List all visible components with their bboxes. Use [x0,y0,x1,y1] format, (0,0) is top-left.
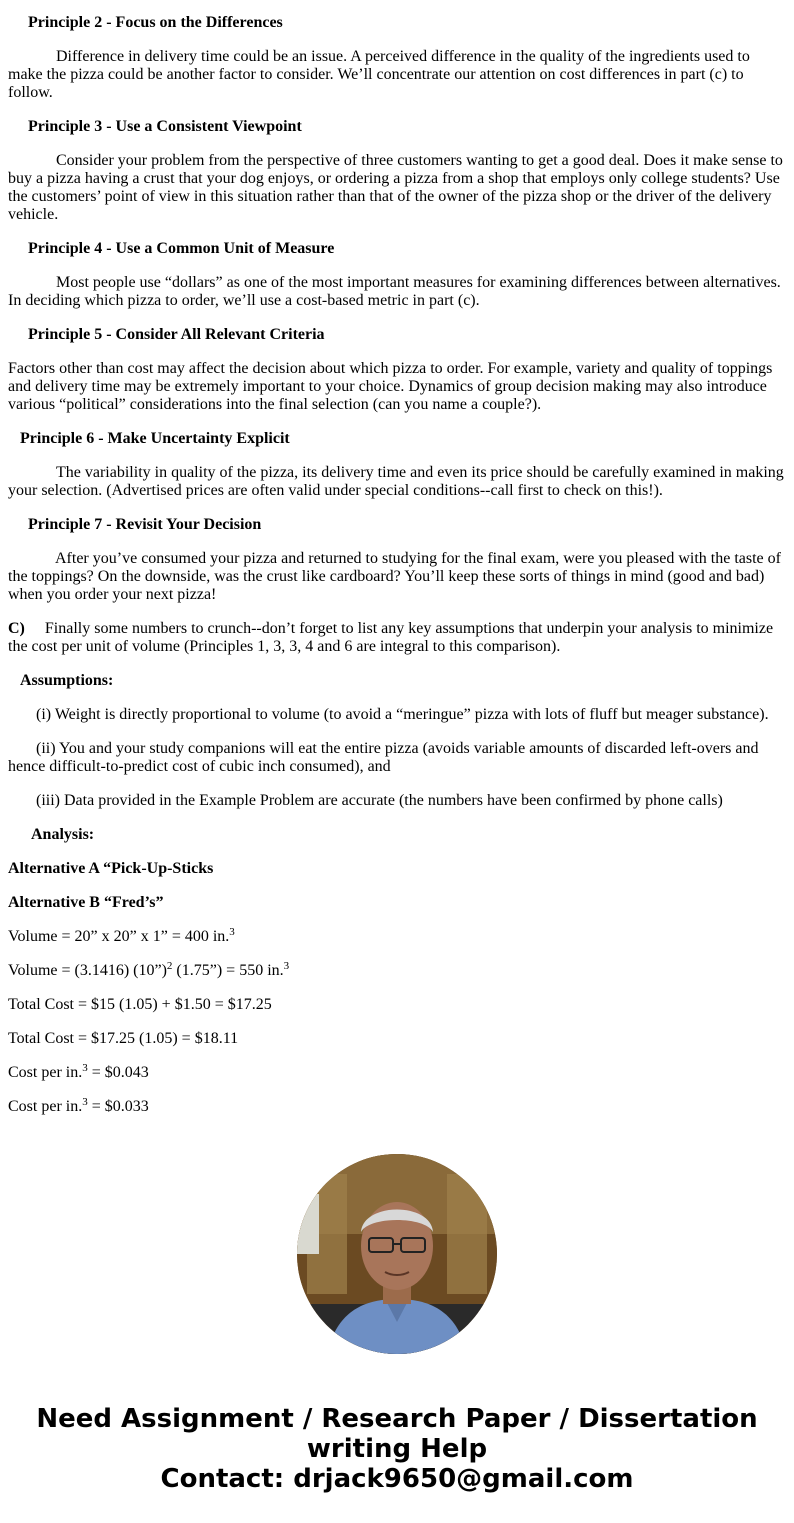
analysis-heading: Analysis: [31,826,95,843]
part-c-text: Finally some numbers to crunch--don’t forget to list any key assumptions that underpin your analysis to minimize the cost per unit of volume (Principles 1, 3, 3, 4 and 6 are integral to this comparison). [8,620,774,655]
principle-3-heading: Principle 3 - Use a Consistent Viewpoint [28,118,302,135]
total-cost-b: Total Cost = $17.25 (1.05) = $18.11 [8,1030,239,1047]
principle-5-heading: Principle 5 - Consider All Relevant Criteria [28,326,325,343]
promo-line-2: writing Help [306,1434,488,1464]
promo-text [0,1404,794,1494]
principle-4-heading: Principle 4 - Use a Common Unit of Measure [28,240,335,257]
assumptions-heading: Assumptions: [20,672,114,689]
principle-2-text: Difference in delivery time could be an issue. A perceived difference in the quality of the ingredients used to make the pizza could be another factor to consider. We’ll concentrate our attention on cost differences in part (c) to follow. [8,48,750,101]
promo-line-1: Need Assignment / Research Paper / Dissertation [36,1404,758,1434]
principle-2-heading: Principle 2 - Focus on the Differences [28,14,283,31]
assumption-2: (ii) You and your study companions will eat the entire pizza (avoids variable amounts of discarded left-overs and hence difficult-to-predict cost of cubic inch consumed), and [8,740,759,775]
principle-5-text: Factors other than cost may affect the decision about which pizza to order. For example, variety and quality of toppings and delivery time may be extremely important to your choice. Dynamics of group decision making may also introduce various “political” considerations into the final selection (can you name a couple?). [8,360,773,413]
assumption-3: (iii) Data provided in the Example Problem are accurate (the numbers have been confirmed by phone calls) [36,792,723,809]
cost-per-unit-a: Cost per in.$^3$ = $0.043 [8,1062,149,1081]
volume-b: Volume = (3.1416) (10”)$^2$ (1.75”) = 550 in.$^3$ [8,960,290,979]
principle-6-heading: Principle 6 - Make Uncertainty Explicit [20,430,290,447]
assumption-1: (i) Weight is directly proportional to volume (to avoid a “meringue” pizza with lots of fluff but meager substance). [36,706,769,723]
promo-banner [0,1122,794,1523]
volume-a: Volume = 20” x 20” x 1” = 400 in.$^3$ [8,926,235,945]
avatar [297,1154,497,1354]
portrait-image [297,1154,497,1354]
part-c-label: C) [8,620,25,637]
cost-per-unit-b: Cost per in.$^3$ = $0.033 [8,1096,149,1115]
principle-7-heading: Principle 7 - Revisit Your Decision [28,516,262,533]
promo-contact: Contact: drjack9650@gmail.com [160,1464,634,1494]
total-cost-a: Total Cost = $15 (1.05) + $1.50 = $17.25 [8,996,272,1013]
document-body [8,0,786,1122]
principle-6-text: The variability in quality of the pizza, its delivery time and even its price should be carefully examined in making your selection. (Advertised prices are often valid under special conditions--call first to check on this!). [8,464,784,499]
part-c-paragraph [8,620,786,656]
alternative-b-heading: Alternative B “Fred’s” [8,894,164,911]
principle-4-text: Most people use “dollars” as one of the most important measures for examining differences between alternatives. In deciding which pizza to order, we’ll use a cost-based metric in part (c). [8,274,781,309]
alternative-a-heading: Alternative A “Pick-Up-Sticks [8,860,214,877]
principle-3-text: Consider your problem from the perspective of three customers wanting to get a good deal. Does it make sense to buy a pizza having a crust that your dog enjoys, or ordering a pizza from a shop that employs only college students? Use the customers’ point of view in this situation rather than that of the owner of the pizza shop or the driver of the delivery vehicle. [8,152,783,223]
principle-7-text: After you’ve consumed your pizza and returned to studying for the final exam, were you pleased with the taste of the toppings? On the downside, was the crust like cardboard? You’ll keep these sorts of things in mind (good and bad) when you order your next pizza! [8,550,781,603]
